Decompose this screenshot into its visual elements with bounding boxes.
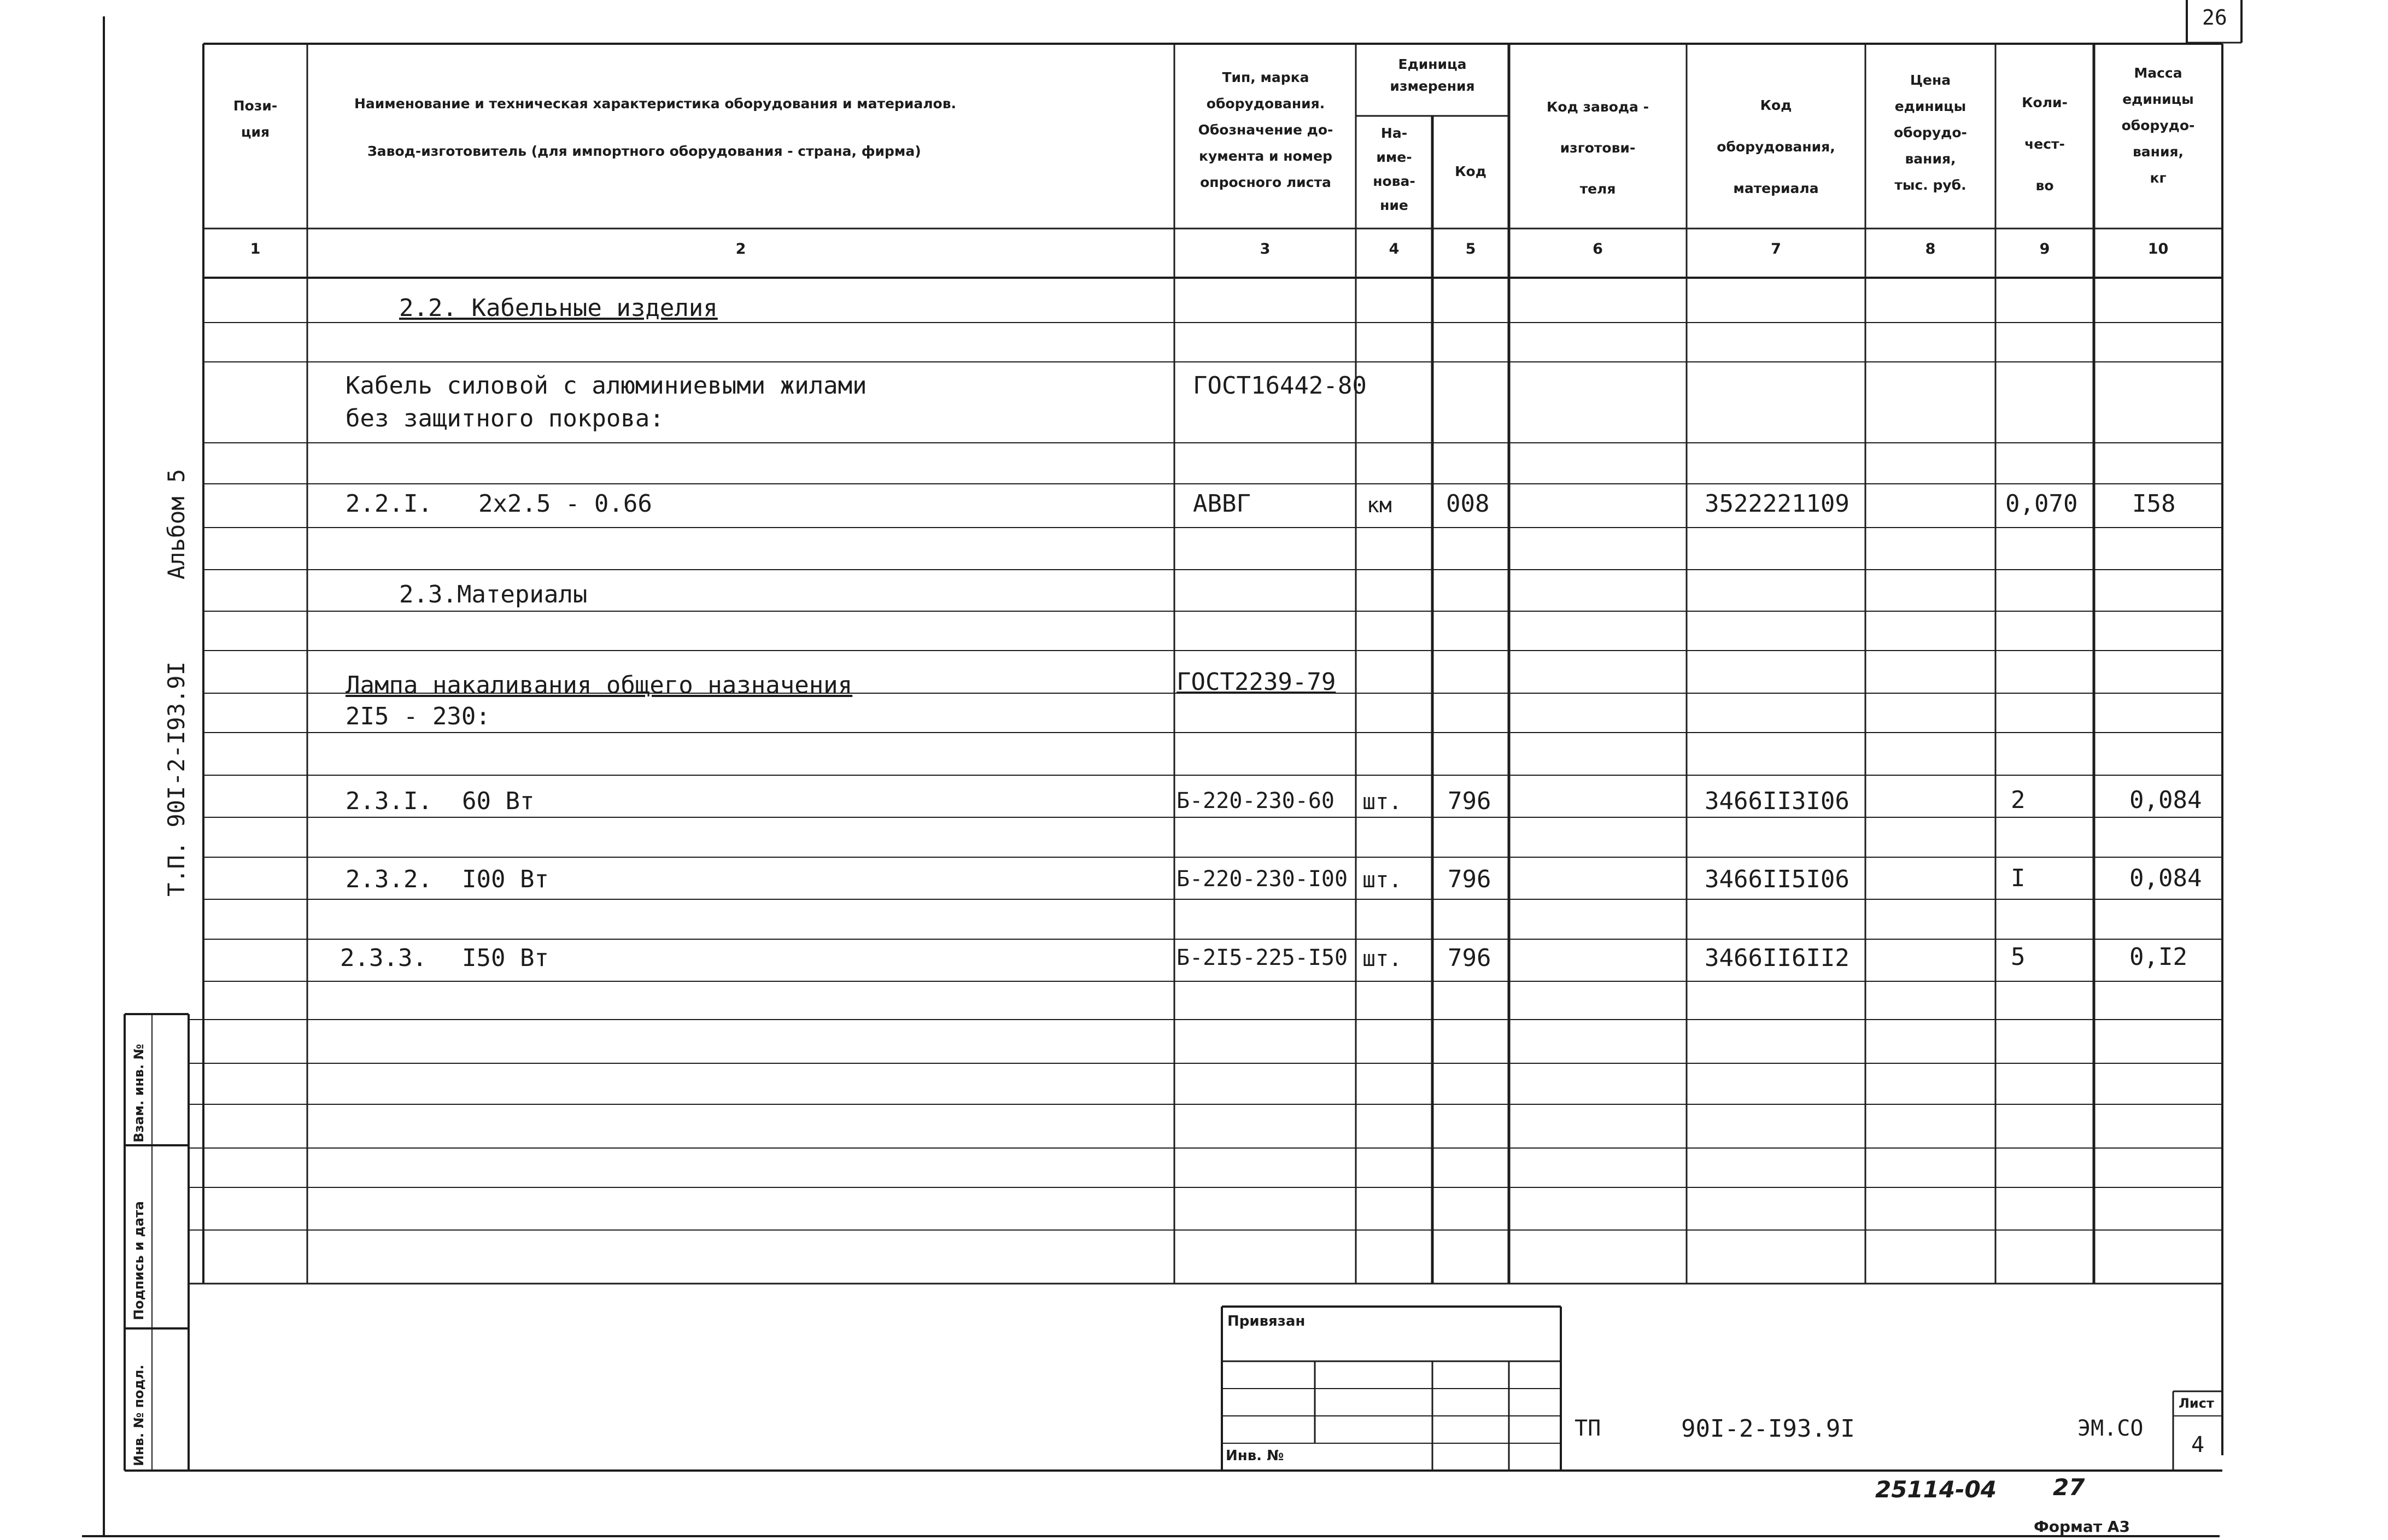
item-2-3-2-quantity: I bbox=[2011, 864, 2026, 892]
handwritten-page: 27 bbox=[2053, 1474, 2085, 1501]
col-number-6: 6 bbox=[1593, 241, 1603, 257]
side-project-label: Т.П. 90I-2-I93.9I bbox=[163, 661, 190, 897]
titleblock-list-number: 4 bbox=[2191, 1432, 2205, 1457]
header-col4-line1: На- bbox=[1380, 125, 1408, 141]
lamp-description-line1: Лампа накаливания общего назначения bbox=[346, 671, 853, 699]
header-col4-line3: нова- bbox=[1373, 173, 1415, 189]
item-2-2-1-material-code: 3522221109 bbox=[1705, 490, 1849, 518]
header-col8-line5: тыс. руб. bbox=[1894, 177, 1966, 193]
header-col8-line2: единицы bbox=[1894, 98, 1966, 114]
header-unit-group bbox=[1356, 54, 1509, 97]
item-2-3-3-unit-code: 796 bbox=[1448, 944, 1491, 972]
header-col10-line3: оборудо- bbox=[2121, 118, 2195, 133]
header-col3-line2: оборудования. bbox=[1206, 96, 1325, 112]
item-2-3-1-material-code: 3466II3I06 bbox=[1705, 787, 1849, 815]
item-2-3-2-name: I00 Вт bbox=[462, 865, 549, 893]
handwritten-code: 25114-04 bbox=[1875, 1476, 1997, 1503]
item-2-3-3-position: 2.3.3. bbox=[340, 944, 427, 972]
header-col10 bbox=[2094, 60, 2222, 191]
header-col3-line4: кумента и номер bbox=[1199, 148, 1332, 164]
item-2-3-3-unit: шт. bbox=[1362, 946, 1402, 971]
titleblock-code: 90I-2-I93.9I bbox=[1681, 1415, 1855, 1443]
header-col3-line3: Обозначение до- bbox=[1198, 122, 1333, 138]
header-col2-line2: Завод-изготовитель (для импортного оборудования - страна, фирма) bbox=[367, 143, 921, 159]
header-col10-line1: Масса bbox=[2134, 65, 2182, 81]
header-unit-line1: Единица bbox=[1398, 56, 1467, 72]
header-col4 bbox=[1356, 121, 1432, 218]
header-col10-line2: единицы bbox=[2122, 91, 2194, 107]
lamp-description-line2: 2I5 - 230: bbox=[346, 702, 490, 730]
header-col9-line3: во bbox=[2035, 178, 2054, 194]
header-col7 bbox=[1687, 85, 1865, 209]
titleblock-privyazan: Привязан bbox=[1227, 1313, 1306, 1330]
item-2-3-1-position: 2.3.I. bbox=[346, 787, 432, 815]
side-album-label: Альбом 5 bbox=[163, 469, 190, 579]
header-col8-line1: Цена bbox=[1910, 72, 1951, 88]
item-2-3-3-name: I50 Вт bbox=[462, 944, 549, 972]
item-2-3-3-type: Б-2I5-225-I50 bbox=[1177, 945, 1348, 970]
item-2-3-1-unit-code: 796 bbox=[1448, 787, 1491, 815]
col-number-8: 8 bbox=[1925, 241, 1936, 257]
header-col3-line1: Тип, марка bbox=[1222, 69, 1309, 85]
section-heading-materials: 2.3.Материалы bbox=[399, 581, 588, 608]
titleblock-tp: ТП bbox=[1575, 1416, 1601, 1441]
item-2-2-1-quantity: 0,070 bbox=[2005, 490, 2078, 518]
header-col10-line5: кг bbox=[2150, 170, 2167, 186]
header-col5: Код bbox=[1455, 163, 1486, 179]
header-col6-line3: теля bbox=[1579, 181, 1616, 197]
col-number-3: 3 bbox=[1260, 241, 1271, 257]
col-number-5: 5 bbox=[1465, 241, 1476, 257]
item-2-3-1-unit: шт. bbox=[1362, 789, 1402, 815]
header-col9 bbox=[1995, 82, 2094, 207]
header-unit-line2: измерения bbox=[1390, 78, 1475, 94]
stamp-signature-date: Подпись и дата bbox=[131, 1201, 147, 1320]
cable-description-line2: без защитного покрова: bbox=[346, 405, 664, 432]
header-col7-line1: Код bbox=[1760, 97, 1792, 113]
item-2-2-1-mass: I58 bbox=[2132, 490, 2176, 518]
col-number-4: 4 bbox=[1389, 241, 1400, 257]
format-label: Формат А3 bbox=[2034, 1518, 2130, 1536]
item-2-2-1-type: АВВГ bbox=[1193, 490, 1251, 518]
lamp-standard: ГОСТ2239-79 bbox=[1177, 668, 1336, 696]
header-col2-line1: Наименование и техническая характеристика оборудования и материалов. bbox=[354, 96, 957, 112]
item-2-3-3-quantity: 5 bbox=[2011, 943, 2026, 971]
col-number-7: 7 bbox=[1771, 241, 1781, 257]
header-col8-line4: вания, bbox=[1905, 151, 1956, 167]
item-2-3-2-position: 2.3.2. bbox=[346, 865, 432, 893]
item-2-2-1-unit: км bbox=[1367, 493, 1392, 517]
item-2-3-3-material-code: 3466II6II2 bbox=[1705, 944, 1849, 972]
item-2-2-1-position: 2.2.I. bbox=[346, 490, 432, 518]
page-number: 26 bbox=[2202, 5, 2227, 30]
header-col6-line1: Код завода - bbox=[1546, 99, 1649, 115]
item-2-3-2-unit-code: 796 bbox=[1448, 865, 1491, 893]
header-col9-line1: Коли- bbox=[2022, 95, 2068, 110]
item-2-3-1-type: Б-220-230-60 bbox=[1177, 788, 1335, 813]
header-col10-line4: вания, bbox=[2132, 144, 2184, 160]
header-col1-line2: ция bbox=[241, 124, 270, 140]
titleblock-list-label: Лист bbox=[2179, 1396, 2214, 1411]
stamp-original-inv: Инв. № подл. bbox=[131, 1365, 147, 1466]
header-col1-line1: Пози- bbox=[233, 98, 278, 114]
col-number-10: 10 bbox=[2147, 241, 2169, 257]
header-col1 bbox=[203, 93, 307, 145]
item-2-3-1-name: 60 Вт bbox=[462, 787, 535, 815]
col-number-1: 1 bbox=[250, 241, 261, 257]
header-col4-line2: име- bbox=[1376, 149, 1412, 165]
header-col3 bbox=[1175, 65, 1356, 196]
col-number-9: 9 bbox=[2039, 241, 2050, 257]
header-col8 bbox=[1865, 67, 1995, 198]
cable-standard: ГОСТ16442-80 bbox=[1193, 372, 1367, 400]
item-2-3-2-mass: 0,084 bbox=[2129, 864, 2202, 892]
item-2-2-1-name: 2х2.5 - 0.66 bbox=[478, 490, 652, 518]
titleblock-inv-no: Инв. № bbox=[1226, 1448, 1284, 1464]
item-2-3-1-quantity: 2 bbox=[2011, 786, 2026, 814]
header-col8-line3: оборудо- bbox=[1894, 125, 1967, 140]
cable-description-line1: Кабель силовой с алюминиевыми жилами bbox=[346, 372, 867, 400]
item-2-3-2-material-code: 3466II5I06 bbox=[1705, 865, 1849, 893]
item-2-3-2-unit: шт. bbox=[1362, 868, 1402, 893]
header-col6-line2: изготови- bbox=[1560, 140, 1636, 156]
stamp-replace-inv: Взам. инв. № bbox=[131, 1044, 147, 1143]
header-col4-line4: ние bbox=[1380, 197, 1408, 213]
section-heading-cables: 2.2. Кабельные изделия bbox=[399, 294, 718, 322]
header-col3-line5: опросного листа bbox=[1200, 174, 1331, 190]
header-col9-line2: чест- bbox=[2024, 136, 2065, 152]
item-2-3-1-mass: 0,084 bbox=[2129, 786, 2202, 814]
header-col7-line2: оборудования, bbox=[1717, 139, 1835, 155]
col-number-2: 2 bbox=[735, 241, 746, 257]
item-2-2-1-unit-code: 008 bbox=[1446, 490, 1490, 518]
header-col7-line3: материала bbox=[1733, 180, 1819, 196]
titleblock-mark: ЭМ.СО bbox=[2077, 1416, 2144, 1441]
item-2-3-3-mass: 0,I2 bbox=[2129, 943, 2187, 971]
header-col6 bbox=[1509, 86, 1687, 209]
item-2-3-2-type: Б-220-230-I00 bbox=[1177, 866, 1348, 892]
